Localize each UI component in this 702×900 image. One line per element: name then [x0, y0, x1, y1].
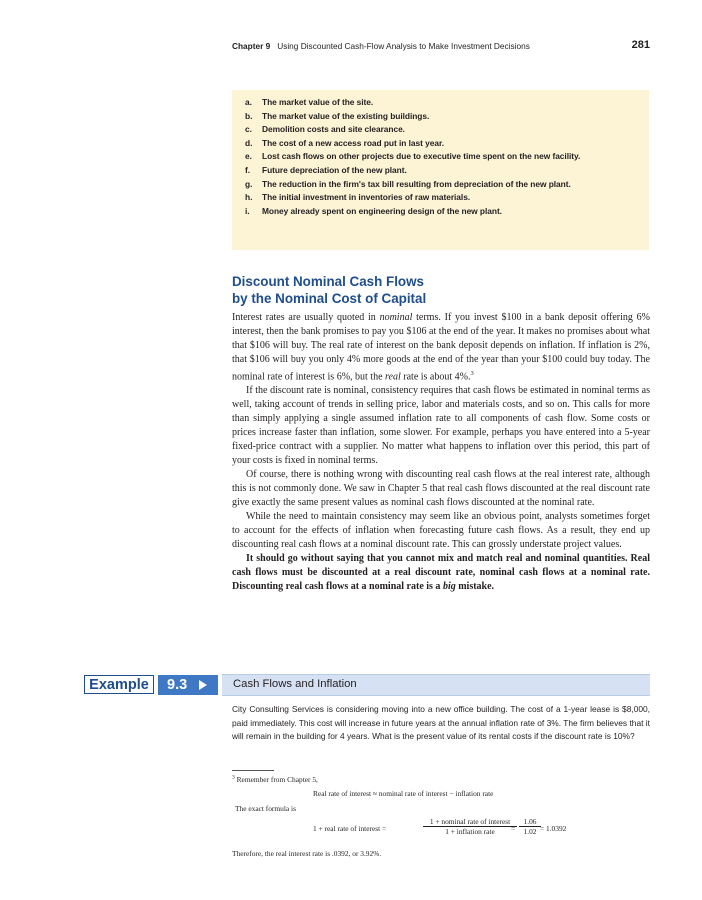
footnote-result: = 1.0392 [540, 824, 567, 833]
question-item [232, 96, 639, 110]
question-letter: a. [245, 97, 252, 107]
question-item [232, 150, 639, 164]
section-title [232, 273, 650, 307]
question-item [232, 123, 639, 137]
footnote-lhs: 1 + real rate of interest = [313, 824, 387, 833]
footnote-fraction-numeric [519, 817, 541, 836]
question-text: The reduction in the firm's tax bill resulting from depreciation of the new plant. [262, 178, 571, 189]
section-title-line1: Discount Nominal Cash Flows [232, 274, 424, 289]
footnote-approx-formula: Real rate of interest ≈ nominal rate of interest − inflation rate [313, 789, 494, 798]
example-label: Example [84, 675, 154, 694]
question-list-box [232, 90, 649, 250]
paragraph-4: While the need to maintain consistency may seem like an obvious point, analysts sometimes forget to account for the effects of inflation when forecasting future cash flows. As a result, they end up discounting real cash flows at a nominal discount rate. This can grossly understate project values. [232, 511, 650, 551]
fraction-num-value: 1.06 [523, 817, 537, 826]
footnote-rule [232, 770, 274, 771]
running-header [232, 40, 650, 54]
emphasis-real: real [385, 371, 401, 383]
paragraph-3: Of course, there is nothing wrong with discounting real cash flows at the real interest rate, although this is not commonly done. We saw in Chapter 5 that real cash flows discounted at the real discount rate give exactly the same present values as nominal cash flows discounted at the nominal rate. [232, 469, 650, 509]
question-letter: d. [245, 137, 253, 148]
question-text: Future depreciation of the new plant. [262, 164, 407, 175]
question-letter: g. [245, 178, 253, 189]
question-list [232, 90, 649, 218]
chapter-title: Using Discounted Cash-Flow Analysis to Make Investment Decisions [277, 41, 530, 51]
footnote-conclusion: Therefore, the real interest rate is .0392, or 3.92%. [232, 849, 382, 858]
question-text: The cost of a new access road put in last year. [262, 137, 444, 148]
question-item [232, 164, 639, 178]
section-title-line2: by the Nominal Cost of Capital [232, 291, 427, 306]
question-item [232, 205, 639, 219]
example-number: 9.3 [167, 677, 188, 693]
footnote-marker: 3 [232, 774, 235, 781]
fraction-denominator: 1 + inflation rate [445, 827, 495, 836]
example-text: City Consulting Services is considering moving into a new office building. The cost of a 1-year lease is $8,000, paid immediately. This cost will increase in future years at the annual inflation rate of 3%. The firm believes that it will remain in the building for 4 years. What is the present value of its rental costs if the discount rate is 10%? [232, 704, 650, 742]
question-letter: f. [245, 164, 251, 175]
question-letter: i. [245, 205, 250, 216]
emphasis-nominal: nominal [379, 312, 413, 323]
triangle-arrow-icon [199, 680, 207, 690]
example-title-bar [222, 674, 650, 696]
question-text: The market value of the site. [262, 97, 374, 107]
page-number: 281 [631, 39, 650, 51]
question-letter: b. [245, 110, 253, 121]
question-text: The market value of the existing buildings. [262, 110, 430, 121]
fraction-den-value: 1.02 [523, 827, 537, 836]
paragraph-2: If the discount rate is nominal, consistency requires that cash flows be estimated in nominal terms as well, taking account of trends in selling price, labor and materials costs, and so on. This calls for more than simply applying a single assumed inflation rate to all components of cash flow. Some costs or prices increase faster than inflation, some slower. For example, perhaps you have entered into a 5-year fixed-price contract with a supplier. No matter what happens to inflation over this period, this part of your costs is fixed in nominal terms. [232, 385, 650, 467]
question-text: Money already spent on engineering design of the new plant. [262, 205, 502, 216]
example-number-badge [158, 675, 218, 695]
question-text: The initial investment in inventories of raw materials. [262, 192, 471, 203]
example-title: Cash Flows and Inflation [233, 678, 357, 690]
footnote-exact-label: The exact formula is [235, 804, 296, 813]
question-item [232, 137, 639, 151]
chapter-heading [232, 41, 530, 51]
fraction-numerator: 1 + nominal rate of interest [429, 817, 511, 826]
question-item [232, 110, 639, 124]
question-letter: e. [245, 151, 252, 162]
paragraph-5-key-point: It should go without saying that you cannot mix and match real and nominal quantities. Real cash flows must be discounted at a real discount rate, nominal cash flows at a nominal rate. Discounting real cash flows at a nominal rate is a big mistake. [232, 553, 650, 593]
question-text: Demolition costs and site clearance. [262, 124, 405, 135]
question-letter: h. [245, 192, 253, 203]
question-item [232, 191, 639, 205]
paragraph-1: Interest rates are usually quoted in nominal terms. If you invest $100 in a bank deposit offering 6% interest, then the bank promises to pay you $106 at the end of the year. It makes no promises about what that $106 will buy. The real rate of interest on the bank deposit depends on inflation. If inflation is 2%, that $106 will buy you only 4% more goods at the end of the year than your $100 could buy today. The nominal rate of interest is 6%, but the real rate is about 4%.$^3$ [232, 312, 650, 383]
footnote-equals: = [511, 824, 516, 833]
body-text [232, 311, 650, 594]
question-text: Lost cash flows on other projects due to executive time spent on the new facility. [262, 151, 581, 162]
emphasis-big: big [442, 581, 456, 593]
footnote-fraction-symbolic [423, 817, 517, 836]
question-letter: c. [245, 124, 252, 135]
footnote-ref: 3 [470, 370, 474, 377]
footnote-intro: $^3$ Remember from Chapter 5, [232, 774, 318, 784]
chapter-label: Chapter 9 [232, 41, 271, 51]
question-item [232, 178, 639, 192]
